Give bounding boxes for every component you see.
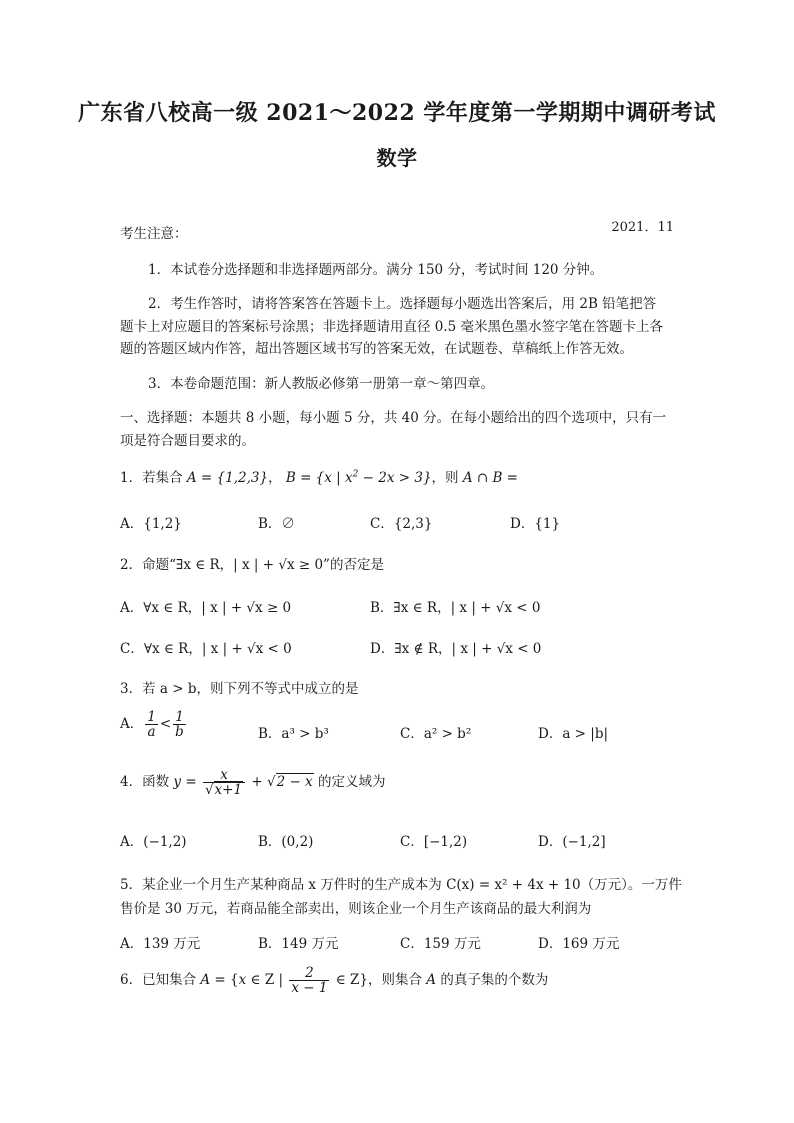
- q5-option-a: A．139 万元: [120, 936, 201, 952]
- question-3-stem: 3．若 a > b，则下列不等式中成立的是: [120, 681, 359, 697]
- q3-option-b: B．a³ > b³: [258, 726, 329, 742]
- q4-option-b: B．(0,2): [258, 834, 314, 850]
- section-1-line-2: 项是符合题目要求的。: [120, 433, 255, 449]
- question-6-stem: 6．已知集合 A = {x ∈ Z | $\frac{2}{x - 1}$ ∈ Z}，则集合 A 的真子集的个数为: [120, 965, 549, 997]
- exam-title: 广东省八校高一级 2021～2022 学年度第一学期期中调研考试: [78, 100, 716, 126]
- q5-option-d: D．169 万元: [538, 936, 620, 952]
- q4-option-d: D．(−1,2]: [538, 834, 606, 850]
- q2-option-a: A．∀x ∈ R，| x | + √x ≥ 0: [120, 600, 292, 616]
- q5-option-b: B．149 万元: [258, 936, 339, 952]
- notice-item-3: 3．本卷命题范围：新人教版必修第一册第一章～第四章。: [148, 376, 495, 392]
- q4-option-c: C．[−1,2): [400, 834, 468, 850]
- q1-option-a: A．{1,2}: [120, 516, 182, 532]
- q2-option-b: B．∃x ∈ R，| x | + √x < 0: [370, 600, 541, 616]
- q3-option-c: C．a² > b²: [400, 726, 472, 742]
- q1-option-d: D．{1}: [510, 516, 561, 532]
- subject-title: 数学: [376, 146, 418, 170]
- notice-item-2-line-3: 题的答题区域内作答，超出答题区域书写的答案无效，在试题卷、草稿纸上作答无效。: [120, 341, 633, 357]
- q1-stem-prefix: 1．若集合: [120, 470, 183, 486]
- q3-fraction-1-over-b: $\frac{1}{b}$: [175, 709, 184, 741]
- q4-option-a: A．(−1,2): [120, 834, 187, 850]
- q3-option-d: D．a > |b|: [538, 726, 609, 742]
- question-1-stem: [120, 466, 518, 486]
- q1-set-a: A = {1,2,3}: [186, 470, 269, 486]
- notice-item-2-line-1: 2．考生作答时，请将答案答在答题卡上。选择题每小题选出答案后，用 2B 铅笔把答: [148, 296, 657, 312]
- question-5-line-1: 5．某企业一个月生产某种商品 x 万件时的生产成本为 C(x) = x² + 4x + 10（万元）。一万件: [120, 877, 682, 893]
- question-5-line-2: 售价是 30 万元，若商品能全部卖出，则该企业一个月生产该商品的最大利润为: [120, 901, 592, 917]
- q1-option-c: C．{2,3}: [370, 516, 433, 532]
- q1-expression: A ∩ B =: [462, 470, 518, 486]
- q4-fraction: $\frac{x}{√x+1}$: [203, 768, 245, 797]
- q3-option-a: A． $\frac{1}{a}$ < $\frac{1}{b}$: [120, 709, 184, 741]
- q5-option-c: C．159 万元: [400, 936, 481, 952]
- q2-option-d: D．∃x ∉ R，| x | + √x < 0: [370, 641, 542, 657]
- q3-fraction-1-over-a: $\frac{1}{a}$: [147, 709, 156, 741]
- q2-option-c: C．∀x ∈ R，| x | + √x < 0: [120, 641, 292, 657]
- notice-item-1: 1．本试卷分选择题和非选择题两部分。满分 150 分，考试时间 120 分钟。: [148, 262, 604, 278]
- exam-date: 2021．11: [611, 220, 674, 235]
- q1-set-b: B = {x | $x^2 - 2x > 3$}: [285, 469, 432, 486]
- q1-comma: ，: [268, 470, 282, 486]
- question-4-stem: 4．函数 y = $\frac{x}{√x+1}$ + √2 − x 的定义域为: [120, 767, 386, 799]
- q1-then: ，则: [431, 470, 459, 486]
- q6-fraction: $\frac{2}{x - 1}$: [291, 965, 328, 997]
- notice-item-2-line-2: 题卡上对应题目的答案标号涂黑；非选择题请用直径 0.5 毫米黑色墨水签字笔在答题卡上各: [120, 319, 664, 335]
- question-2-stem: 2．命题“∃x ∈ R，| x | + √x ≥ 0”的否定是: [120, 557, 384, 573]
- notice-heading: 考生注意：: [120, 226, 188, 242]
- q1-option-b: B．∅: [258, 516, 295, 532]
- section-1-line-1: 一、选择题：本题共 8 小题，每小题 5 分，共 40 分。在每小题给出的四个选项中，只有一: [120, 410, 667, 426]
